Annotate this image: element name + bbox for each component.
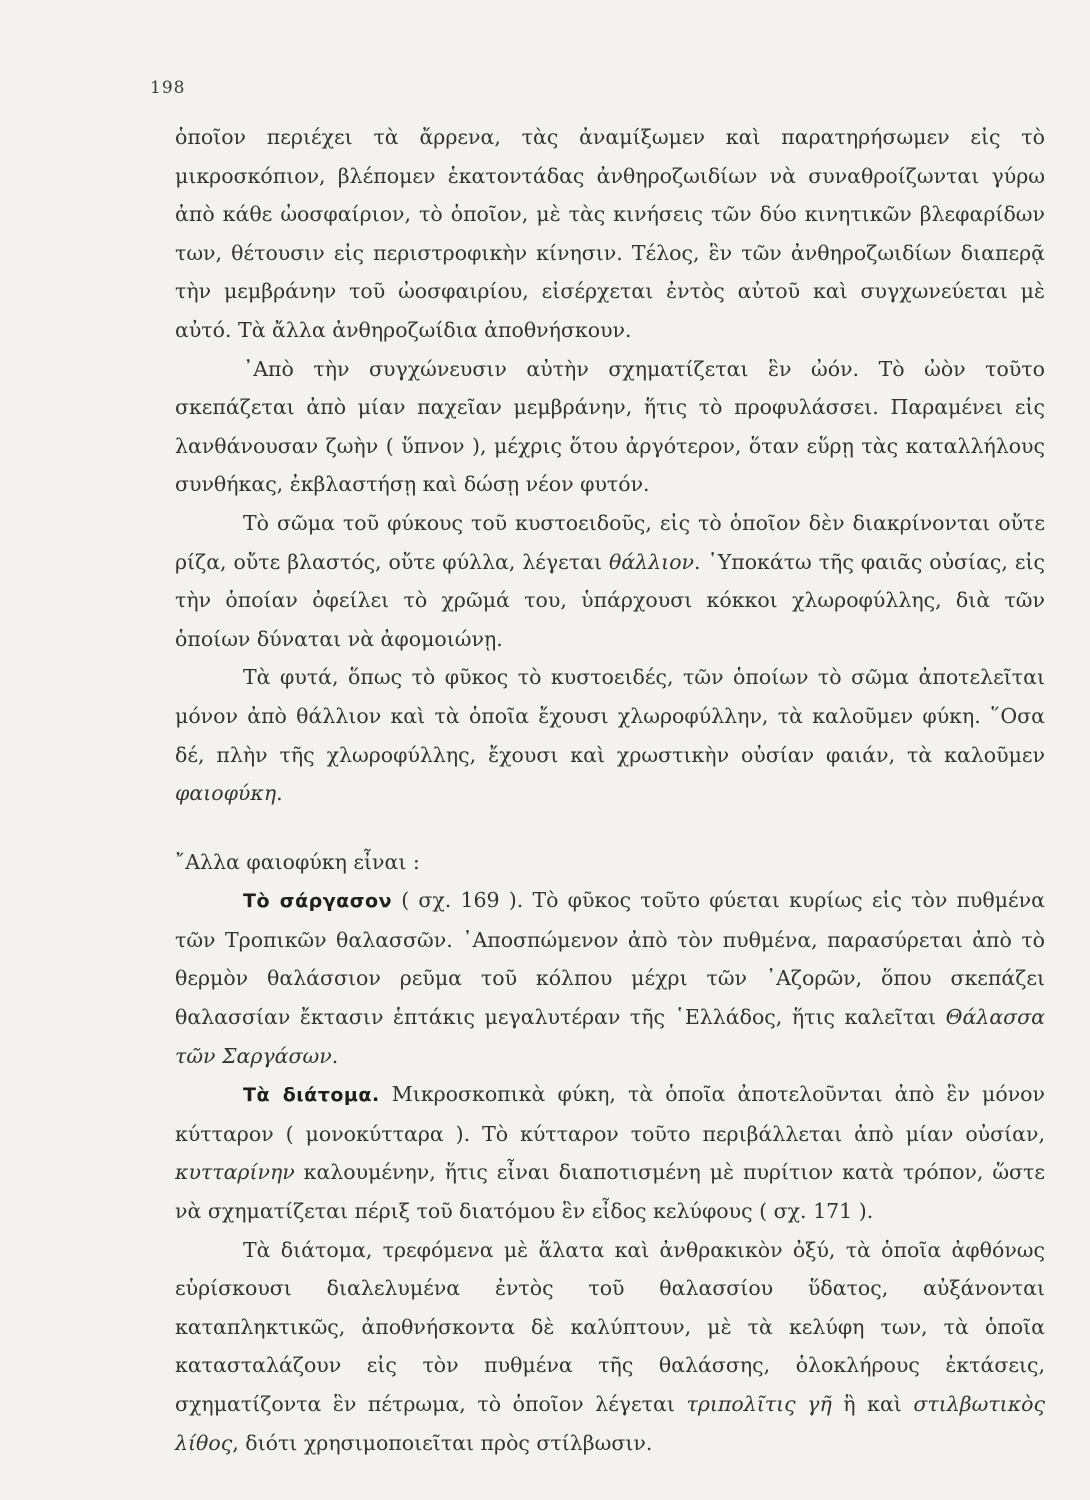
phaeophyta-text-2: .: [276, 781, 283, 806]
thallus-text-1: Τὸ σῶμα τοῦ φύκους τοῦ κυστοειδοῦς, εἰς τὸ ὁποῖον δὲν διακρίνονται οὔτε ρίζα, οὔτε βλαστός, οὔτε φύλλα, λέγεται: [175, 510, 1045, 574]
diatomite-text-1: Τὰ διάτομα, τρεφόμενα μὲ ἅλατα καὶ ἀνθρακικὸν ὀξύ, τὰ ὁποῖα ἀφθόνως εὑρίσκουσι διαλελυμένα ἐντὸς τοῦ θαλασσίου ὕδατος, αὐξάνονται καταπληκτικῶς, ἀποθνήσκοντα δὲ καλύπτουν, μὲ τὰ κελύφη των, τὰ ὁποῖα κατασταλάζουν εἰς τὸν πυθμένα τῆς θαλάσσης, ὁλοκλήρους ἐκτάσεις, σχηματίζοντα ἓν πέτρωμα, τὸ ὁποῖον λέγεται: [175, 1237, 1045, 1416]
term-cellulose: κυτταρίνην: [175, 1160, 295, 1185]
paragraph-fertilization: ὁποῖον περιέχει τὰ ἄρρενα, τὰς ἀναμίξωμεν καὶ παρατηρήσωμεν εἰς τὸ μικροσκόπιον, βλέπομεν ἑκατοντάδας ἀνθηροζωιδίων νὰ συναθροίζωνται γύρω ἀπὸ κάθε ὠοσφαίριον, τὸ ὁποῖον, μὲ τὰς κινήσεις τῶν δύο κινητικῶν βλεφαρίδων των, θέτουσιν εἰς περιστροφικὴν κίνησιν. Τέλος, ἓν τῶν ἀνθηροζωιδίων διαπερᾷ τὴν μεμβράνην τοῦ ὠοσφαιρίου, εἰσέρχεται ἐντὸς αὐτοῦ καὶ συγχωνεύεται μὲ αὐτό. Τὰ ἄλλα ἀνθηροζωίδια ἀποθνήσκουν.: [175, 125, 1045, 342]
sargassum-text-1: ( σχ. 169 ). Τὸ φῦκος τοῦτο φύεται κυρίως εἰς τὸν πυθμένα τῶν Τροπικῶν θαλασσῶν. ᾿Αποσπώμενον ἀπὸ τὸν πυθμένα, παρασύρεται ἀπὸ τὸ θερμὸν θαλάσσιον ρεῦμα τοῦ κόλπου μέχρι τῶν ᾿Αζορῶν, ὅπου σκεπάζει θαλασσίαν ἔκτασιν ἑπτάκις μεγαλυτέραν τῆς ῾Ελλάδος, ἥτις καλεῖται: [175, 888, 1045, 1030]
page-number: 198: [150, 78, 186, 98]
term-polishing-stone: στιλβωτικὸς λίθος: [175, 1392, 1045, 1455]
paragraph-diatoms: [175, 1075, 1045, 1230]
term-phaeophyta: φαιοφύκη: [175, 781, 277, 806]
paragraph-egg-formation: ᾿Απὸ τὴν συγχώνευσιν αὐτὴν σχηματίζεται ἓν ὠόν. Τὸ ὠὸν τοῦτο σκεπάζεται ἀπὸ μίαν παχεῖαν μεμβράνην, ἥτις τὸ προφυλάσσει. Παραμένει εἰς λανθάνουσαν ζωὴν ( ὕπνον ), μέχρις ὅτου ἀργότερον, ὅταν εὕρῃ τὰς καταλλήλους συνθήκας, ἐκβλαστήσῃ καὶ δώσῃ νέον φυτόν.: [175, 356, 1045, 497]
term-tripoli-earth: τριπολῖτις γῆ: [686, 1392, 832, 1416]
body-text: [175, 118, 1045, 1462]
sargassum-text-2: .: [331, 1043, 339, 1068]
paragraph-phaeophyta: [175, 658, 1045, 812]
paragraph-thallus: [175, 504, 1045, 658]
thallus-text-2: . ῾Υποκάτω τῆς φαιᾶς οὐσίας, εἰς τὴν ὁποίαν ὀφείλει τὸ χρῶμά του, ὑπάρχουσι κόκκοι χλωροφύλλης, διὰ τῶν ὁποίων δύναται νὰ ἀφομοιώνῃ.: [175, 549, 1046, 651]
term-sargasso-sea: Θάλασσα τῶν Σαργάσων: [175, 1005, 1045, 1068]
diatomite-text-2: ἢ καὶ: [831, 1392, 914, 1416]
diatomite-text-3: , διότι χρησιμοποιεῖται πρὸς στίλβωσιν.: [232, 1430, 653, 1455]
diatoms-text-2: καλουμένην, ἥτις εἶναι διαποτισμένη μὲ πυρίτιον κατὰ τρόπον, ὥστε νὰ σχηματίζεται πέριξ τοῦ διατόμου ἓν εἶδος κελύφους ( σχ. 171 ).: [175, 1160, 1045, 1224]
heading-sargassum: Τὸ σάργασον: [243, 890, 393, 913]
paragraph-other-phaeophyta: ῎Αλλα φαιοφύκη εἶναι :: [175, 849, 420, 874]
term-thallion: θάλλιον: [608, 549, 694, 574]
paragraph-diatomite: [175, 1231, 1045, 1463]
heading-diatoms: Τὰ διάτομα.: [243, 1084, 380, 1107]
paragraph-sargassum: [175, 881, 1045, 1075]
phaeophyta-text-1: Τὰ φυτά, ὅπως τὸ φῦκος τὸ κυστοειδές, τῶν ὁποίων τὸ σῶμα ἀποτελεῖται μόνον ἀπὸ θάλλιον καὶ τὰ ὁποῖα ἔχουσι χλωροφύλλην, τὰ καλοῦμεν φύκη. ῞Οσα δέ, πλὴν τῆς χλωροφύλλης, ἔχουσι καὶ χρωστικὴν οὐσίαν φαιάν, τὰ καλοῦμεν: [175, 665, 1045, 767]
paragraph-gap: [175, 813, 1045, 843]
diatoms-text-1: Μικροσκοπικὰ φύκη, τὰ ὁποῖα ἀποτελοῦνται ἀπὸ ἓν μόνον κύτταρον ( μονοκύτταρα ). Τὸ κύτταρον τοῦτο περιβάλλεται ἀπὸ μίαν οὐσίαν,: [175, 1082, 1045, 1146]
